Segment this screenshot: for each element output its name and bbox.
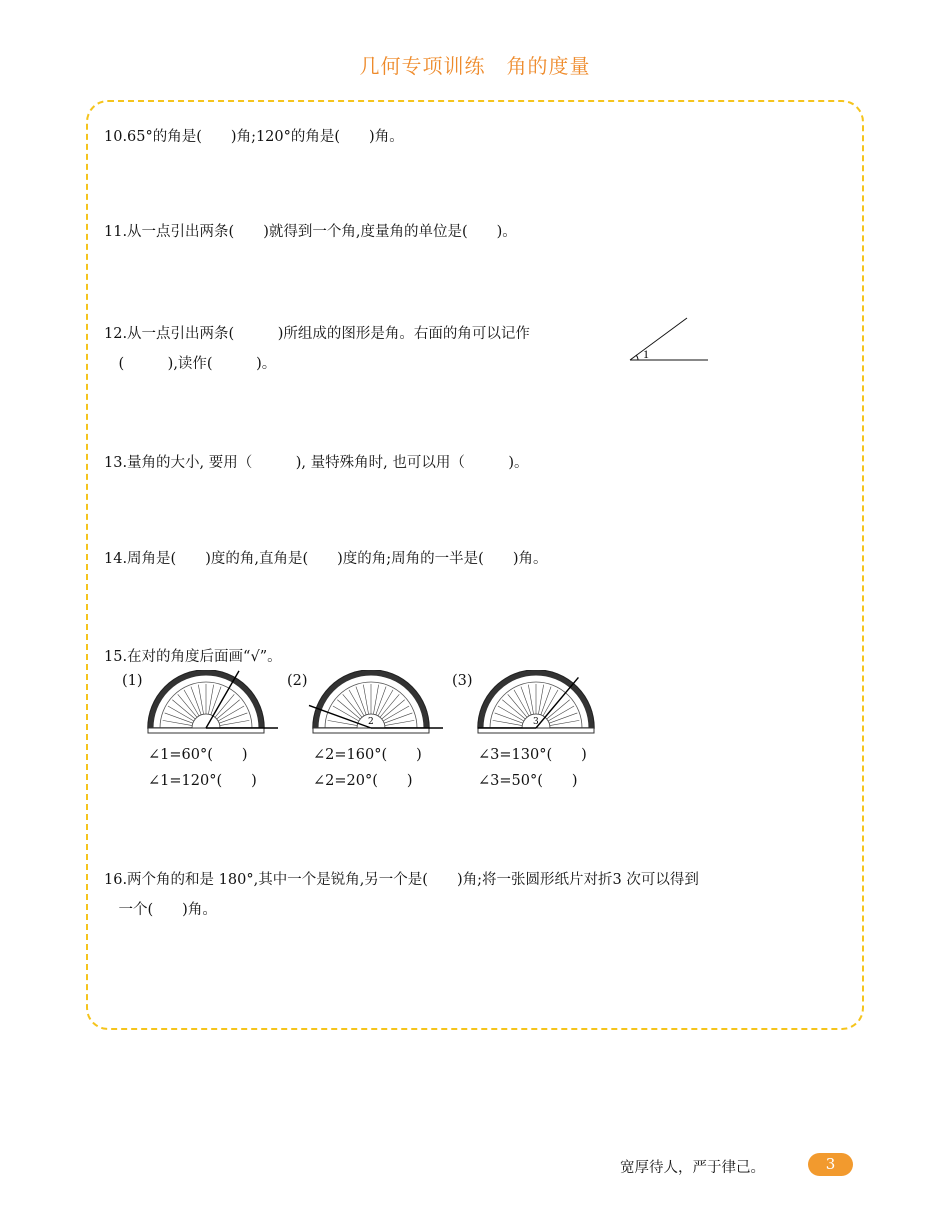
- protractor-1: [122, 670, 312, 740]
- question-14: 14.周角是( )度的角,直角是( )度的角;周角的一半是( )角。: [104, 551, 548, 567]
- protractor-2: [287, 670, 477, 740]
- angle-label: 1: [643, 347, 649, 361]
- option-1: ∠2=160°( ): [313, 747, 422, 763]
- question-15: 15.在对的角度后面画“√”。: [104, 649, 282, 665]
- question-11: 11.从一点引出两条( )就得到一个角,度量角的单位是( )。: [104, 224, 517, 240]
- option-2: ∠1=120°( ): [148, 773, 257, 789]
- protractor-label: (2): [287, 673, 308, 689]
- protractor-label: (3): [452, 673, 473, 689]
- question-16-line2: 一个( )角。: [104, 902, 217, 918]
- option-1: ∠3=130°( ): [478, 747, 587, 763]
- protractor-label: (1): [122, 673, 143, 689]
- question-13: 13.量角的大小, 要用（ ), 量特殊角时, 也可以用（ )。: [104, 455, 529, 471]
- angle-mark: 2: [368, 717, 374, 727]
- footer-motto: 宽厚待人，严于律己。: [620, 1160, 765, 1176]
- question-16-line1: 16.两个角的和是 180°,其中一个是锐角,另一个是( )角;将一张圆形纸片对折3 次可以得到: [104, 872, 699, 888]
- option-2: ∠2=20°( ): [313, 773, 413, 789]
- page-title: 几何专项训练 角的度量: [359, 54, 591, 78]
- angle-mark: 3: [533, 717, 539, 727]
- page-number-badge: 3: [808, 1153, 853, 1176]
- option-2: ∠3=50°( ): [478, 773, 578, 789]
- question-10: 10.65°的角是( )角;120°的角是( )角。: [104, 129, 404, 145]
- protractor-3: [452, 670, 642, 740]
- question-12-line2: ( ),读作( )。: [104, 356, 277, 372]
- angle-figure: [625, 315, 715, 365]
- option-1: ∠1=60°( ): [148, 747, 248, 763]
- question-12-line1: 12.从一点引出两条( )所组成的图形是角。右面的角可以记作: [104, 326, 530, 342]
